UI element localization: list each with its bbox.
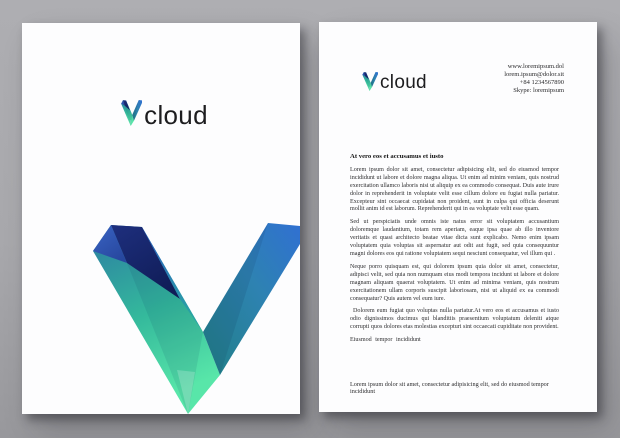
letter-heading: At vero eos et accusamus et iusto [350, 153, 444, 160]
vcloud-v-icon [357, 72, 378, 91]
letter-paragraph: Neque porro quisquam est, qui dolorem ipsum quia dolor sit amet, consectetur, adipisci velit, sed quia non numquam eius modi tempora incidunt ut labore et dolore magnam aliquam quaerat voluptatem. Ut enim ad minima veniam, quis nostrum exercitationem ullam corporis suscipit laboriosam, nisi ut aliquid ex ea commodi consequatur? Quis autem vel eum iure. [350, 263, 559, 302]
letter-paragraph: Lorem ipsum dolor sit amet, consectetur adipisicing elit, sed do eiusmod tempor incididunt ut labore et dolore magna aliqua. Ut enim ad minim veniam, quis nostrud exercitation ullamco laboris nisi ut aliquip ex ea commodo consequat. Duis aute irure dolor in reprehenderit in voluptate velit esse cillum dolore eu fugiat nulla pariatur. Excepteur sint occaecat cupidatat non proident, sunt in culpa qui officia deserunt mollit anim id est laborum. Reprehenderit qui in ea voluptate velit esse quam. [350, 166, 559, 213]
contact-line-email: lorem.ipsum@dolor.sit [504, 71, 564, 78]
letter-paragraph: Dolorem eum fugiat quo voluptas nulla pariatur.At vero eos et accusamus et iusto odio dignissimos ducimus qui blanditiis praesentium voluptatum deleniti atque corrupti quos dolores etas molestias excepturi sint occaecati cupiditate non provident. [350, 308, 559, 331]
letterhead-cover-page [22, 23, 300, 414]
v-artwork-icon [22, 223, 300, 414]
contact-block [504, 63, 564, 95]
contact-line-website: www.loremipsum.dol [507, 63, 564, 70]
contact-line-skype: Skype: loremipsum [513, 87, 564, 94]
logo-wordmark: cloud [380, 72, 427, 94]
letter-signoff: Eiusmod tempor incididunt [350, 337, 421, 344]
vcloud-v-icon [114, 100, 142, 126]
letter-body [350, 153, 559, 350]
logo-wordmark: cloud [144, 99, 208, 130]
letter-paragraph: Sed ut perspiciatis unde omnis iste natus error sit voluptatem accusantium doloremque laudantium, totam rem aperiam, eaque ipsa quae ab illo inventore veritatis et quasi architecto beatae vitae dicta sunt explicabo. Nemo enim ipsam voluptatem quia voluptas sit aspernatur aut odit aut fugit, sed quia consequuntur magni dolores eos qui ratione voluptatem sequi nesciunt consequatur, vel illum qui . [350, 219, 559, 257]
letter-footer: Lorem ipsum dolor sit amet, consectetur adipisicing elit, sed do eiusmod tempor incididunt [350, 381, 549, 395]
vcloud-logo [357, 72, 427, 94]
contact-line-phone: +84 1234567890 [519, 79, 564, 86]
letterhead-letter-page [319, 22, 597, 412]
vcloud-logo [22, 99, 300, 130]
